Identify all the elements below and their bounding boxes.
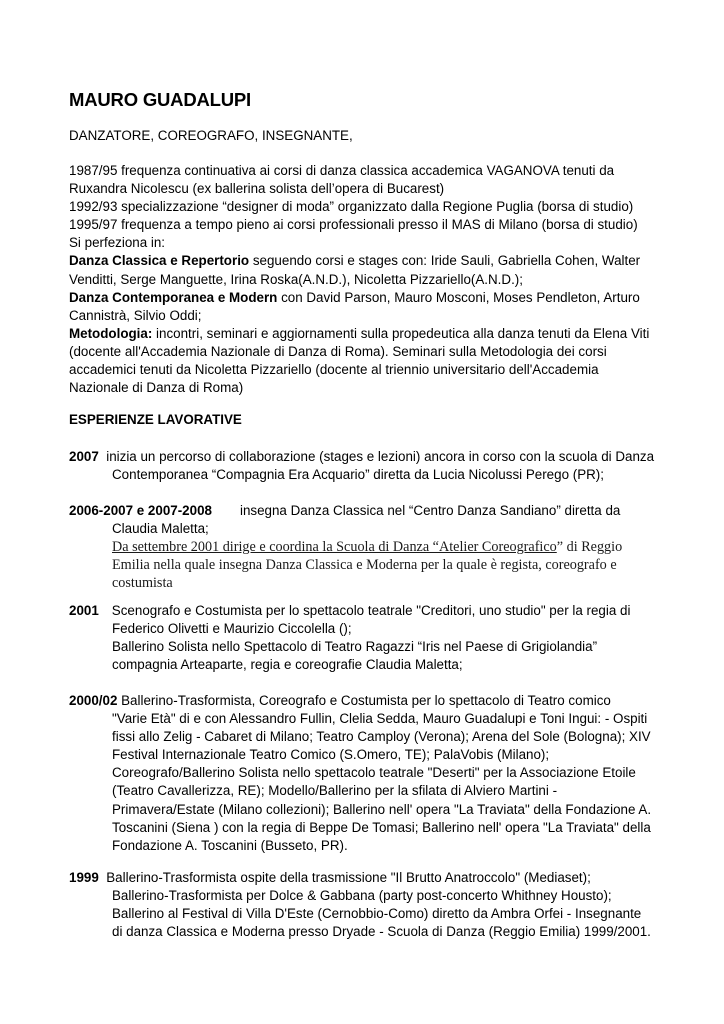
experience-text: "Varie Età" di e con Alessandro Fullin, Clelia Sedda, Mauro Guadalupi e Toni Ingui: - Ospiti (112, 711, 648, 727)
training-text: Nazionale di Danza di Roma) (69, 380, 244, 396)
experience-line (69, 692, 669, 710)
experience-year: 1999 (69, 870, 99, 885)
experience-text: fissi allo Zelig - Cabaret di Milano; Teatro Camploy (Verona); Arena del Sole (Bologna); XIV (112, 729, 651, 745)
training-label: Metodologia: (69, 325, 153, 341)
experience-entry-2007 (69, 448, 669, 484)
person-name: MAURO GUADALUPI (69, 89, 251, 110)
experience-text: inizia un percorso di collaborazione (stages e lezioni) ancora in corso con la scuola di Danza (98, 449, 655, 464)
experience-text: (Teatro Cavallerizza, RE); Modello/Ballerino per la sfilata di Alviero Martini - (112, 783, 558, 799)
experience-text: Scenografo e Costumista per lo spettacolo teatrale "Creditori, uno studio" per la regia di (111, 603, 631, 618)
training-classica (69, 252, 669, 270)
experience-line (69, 448, 669, 466)
experience-text: Ballerino-Trasformista, Coreografo e Costumista per lo spettacolo di Teatro comico (117, 693, 611, 708)
experience-year: 2000/02 (69, 693, 118, 708)
experience-year: 2001 (69, 603, 99, 618)
education-section (69, 162, 669, 397)
training-text: accademici tenuti da Nicoletta Pizzariello (docente al triennio universitario dell'Accademia (69, 362, 599, 378)
education-line: 1987/95 frequenza continuativa ai corsi di danza classica accademica VAGANOVA tenuti da (69, 163, 615, 178)
experience-text: Fondazione A. Toscanini (Busseto, PR). (112, 837, 348, 853)
training-text: con David Parson, Mauro Mosconi, Moses Pendleton, Arturo (277, 289, 640, 305)
underlined-text: Da settembre 2001 dirige e coordina la Scuola di Danza “Atelier Coreografico (112, 539, 557, 556)
section-heading: ESPERIENZE LAVORATIVE (69, 412, 242, 427)
education-line: 1995/97 frequenza a tempo pieno ai corsi professionali presso il MAS di Milano (borsa di studio) (69, 217, 638, 233)
experience-entry-1999 (69, 869, 669, 941)
experience-text: Contemporanea “Compagnia Era Acquario” diretta da Lucia Nicolussi Perego (PR); (112, 467, 604, 483)
training-label: Danza Classica e Repertorio (69, 253, 250, 269)
experience-entry-2006 (69, 502, 669, 592)
training-contemporanea (69, 289, 669, 307)
education-line: Ruxandra Nicolescu (ex ballerina solista dell’opera di Bucarest) (69, 181, 445, 197)
experience-line (69, 869, 669, 887)
experience-text: Ballerino-Trasformista per Dolce & Gabbana (party post-concerto Whithney Housto); (112, 888, 612, 904)
experience-text: costumista (112, 575, 173, 592)
experience-text: Primavera/Estate (Milano collezioni); Ballerino nell' opera "La Traviata" della Fondazione A. (112, 801, 652, 817)
experience-entry-2000 (69, 692, 669, 855)
experience-text: compagnia Arteaparte, regia e coreografie Claudia Maletta; (112, 657, 463, 673)
experience-text: Festival Internazionale Teatro Comico (S.Omero, TE); PalaVobis (Milano); (112, 747, 550, 763)
experience-text: insegna Danza Classica nel “Centro Danza Sandiano” diretta da (239, 503, 621, 518)
experience-text: Ballerino Solista nello Spettacolo di Teatro Ragazzi “Iris nel Paese di Grigiolandia” (112, 639, 598, 655)
experience-entry-2001 (69, 602, 669, 674)
experience-line (69, 602, 669, 620)
training-text: seguendo corsi e stages con: Iride Sauli, Gabriella Cohen, Walter (249, 253, 641, 269)
training-label: Danza Contemporanea e Modern (69, 289, 278, 305)
training-text: (docente all'Accademia Nazionale di Danza di Roma). Seminari sulla Metodologia dei corsi (69, 343, 607, 359)
training-text: Cannistrà, Silvio Oddi; (69, 307, 202, 323)
training-text: Venditti, Serge Manguette, Irina Roska(A.N.D.), Nicoletta Pizzariello(A.N.D.); (69, 271, 523, 287)
experience-text (69, 538, 669, 556)
experience-year: 2006-2007 e 2007-2008 (69, 503, 212, 518)
experience-text: Ballerino-Trasformista ospite della trasmissione "Il Brutto Anatroccolo" (Mediaset); (98, 870, 591, 885)
experience-text: Federico Olivetti e Maurizio Ciccolella (); (112, 621, 352, 637)
experience-text: Coreografo/Ballerino Solista nello spettacolo teatrale "Deserti" per la Associazione Etoile (112, 765, 636, 781)
experience-text: Emilia nella quale insegna Danza Classica e Moderna per la quale è regista, coreografo e (112, 557, 617, 574)
experience-text: Claudia Maletta; (112, 521, 209, 537)
experience-line (69, 502, 669, 520)
profession-subtitle: DANZATORE, COREOGRAFO, INSEGNANTE, (69, 128, 353, 143)
education-line: Si perfeziona in: (69, 235, 166, 251)
experience-text-tail: ” di Reggio (556, 539, 623, 556)
training-metodologia (69, 325, 669, 343)
education-line: 1992/93 specializzazione “designer di moda” organizzato dalla Regione Puglia (borsa di studio) (69, 199, 634, 215)
experience-text: Toscanini (Siena ) con la regia di Beppe De Tomasi; Ballerino nell' opera "La Traviata" della (112, 819, 651, 835)
experience-year: 2007 (69, 449, 99, 464)
training-text: incontri, seminari e aggiornamenti sulla propedeutica alla danza tenuti da Elena Viti (152, 325, 650, 341)
experience-text: Ballerino al Festival di Villa D'Este (Cernobbio-Como) diretto da Ambra Orfei - Insegnante (112, 906, 642, 922)
experience-text: di danza Classica e Moderna presso Dryade - Scuola di Danza (Reggio Emilia) 1999/2001. (112, 924, 651, 940)
